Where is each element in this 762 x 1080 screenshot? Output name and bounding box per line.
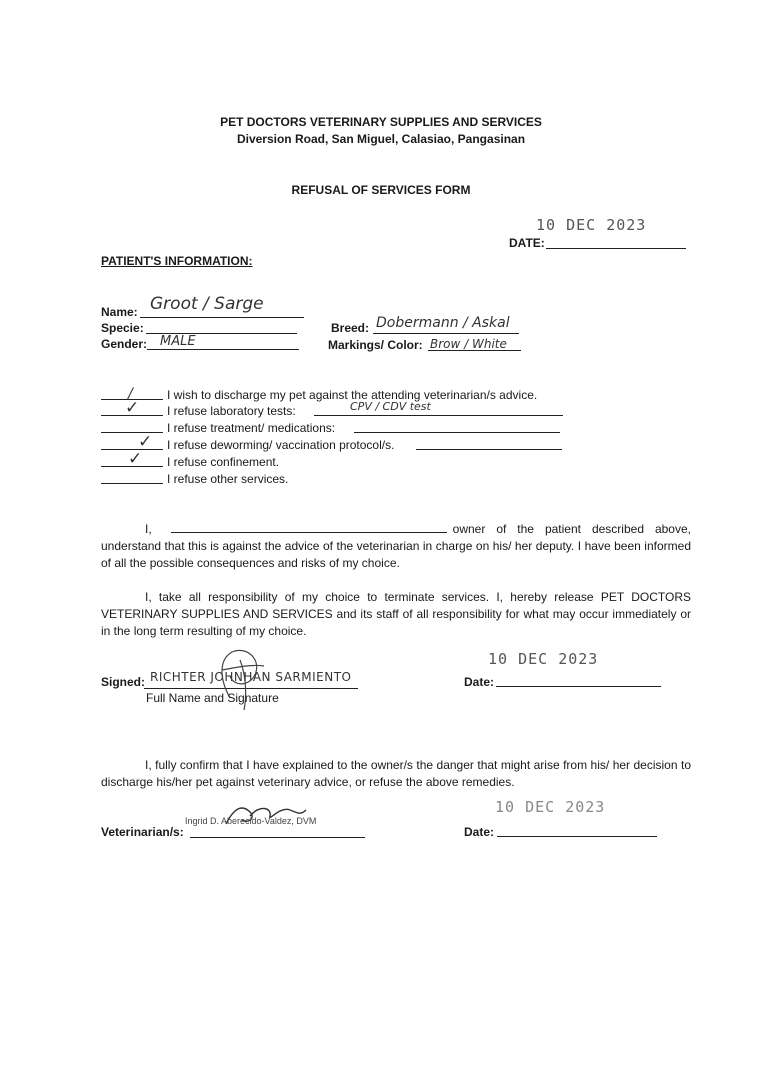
refusal-mark-4: ✓ [138, 432, 153, 452]
statement-i: I, [145, 522, 152, 536]
refusal-mark-5: ✓ [128, 449, 143, 469]
name-label: Name: [101, 305, 138, 319]
breed-value: Dobermann / Askal [376, 315, 510, 331]
name-value: Groot / Sarge [150, 294, 264, 314]
refusal-mark-1: / [128, 386, 133, 402]
refusal-label-6: I refuse other services. [167, 472, 289, 486]
owner-date-stamp: 10 DEC 2023 [488, 650, 599, 668]
refusal-label-2: I refuse laboratory tests: [167, 404, 296, 418]
lab-tests-field[interactable] [314, 415, 563, 416]
vet-statement-text: I, fully confirm that I have explained to the owner/s the danger that might arise from his/ her decision to discharge his/her pet against veterinary advice, or refuse the above remedies. [101, 758, 691, 789]
patient-section-title: PATIENT'S INFORMATION: [101, 254, 253, 268]
vet-date-stamp: 10 DEC 2023 [495, 798, 606, 816]
veterinarian-label: Veterinarian/s: [101, 825, 184, 839]
refusal-mark-2: ✓ [125, 398, 140, 418]
statement-paragraph-2 [101, 589, 691, 640]
form-title: REFUSAL OF SERVICES FORM [291, 183, 471, 197]
gender-label: Gender: [101, 337, 148, 351]
owner-date-field[interactable] [496, 686, 661, 687]
owner-name-value: RICHTER JOHNHAN SARMIENTO [150, 670, 352, 684]
company-address: Diversion Road, San Miguel, Calasiao, Pangasinan [236, 132, 526, 146]
statement-p2-text: I, take all responsibility of my choice to terminate services. I, hereby release PET DOCTORS VETERINARY SUPPLIES AND SERVICES and its staff of all responsibility for what may occur immediately or in the long term resulting of my choice. [101, 590, 691, 638]
refusal-blank-6[interactable] [101, 483, 163, 484]
specie-label: Specie: [101, 321, 144, 335]
breed-field[interactable] [373, 333, 519, 334]
signature-caption: Full Name and Signature [146, 691, 279, 705]
date-line-top[interactable] [546, 248, 686, 249]
veterinarian-name-value: Ingrid D. Aberecido-Valdez, DVM [185, 816, 317, 826]
veterinarian-signature-image [220, 798, 310, 832]
date-label-top: DATE: [509, 236, 545, 250]
refusal-label-1: I wish to discharge my pet against the attending veterinarian/s advice. [167, 388, 538, 402]
statement-paragraph-1 [101, 521, 691, 572]
deworming-field[interactable] [416, 449, 562, 450]
refusal-blank-3[interactable] [101, 432, 163, 433]
vet-statement-paragraph [101, 757, 691, 791]
gender-value: MALE [160, 334, 196, 349]
markings-label: Markings/ Color: [328, 338, 423, 352]
refusal-label-3: I refuse treatment/ medications: [167, 421, 336, 435]
refusal-label-4: I refuse deworming/ vaccination protocol/s. [167, 438, 395, 452]
date-stamp-top: 10 DEC 2023 [536, 216, 647, 234]
signed-label: Signed: [101, 675, 145, 689]
refusal-label-5: I refuse confinement. [167, 455, 280, 469]
company-name: PET DOCTORS VETERINARY SUPPLIES AND SERVICES [220, 115, 542, 129]
statement-p1-text: owner of the patient described above, understand that this is against the advice of the veterinarian in charge on his/ her deputy. I have been informed of all the possible consequences and risks of my choice. [101, 522, 691, 570]
vet-date-field[interactable] [497, 836, 657, 837]
markings-value: Brow / White [430, 337, 507, 351]
gender-field[interactable] [147, 349, 299, 350]
owner-date-label: Date: [464, 675, 495, 689]
breed-label: Breed: [331, 321, 370, 335]
treatment-field[interactable] [354, 432, 560, 433]
name-field[interactable] [140, 317, 304, 318]
lab-tests-value: CPV / CDV test [350, 400, 431, 413]
veterinarian-signature-field[interactable] [190, 837, 365, 838]
vet-date-label: Date: [464, 825, 495, 839]
owner-name-field[interactable] [171, 521, 447, 533]
